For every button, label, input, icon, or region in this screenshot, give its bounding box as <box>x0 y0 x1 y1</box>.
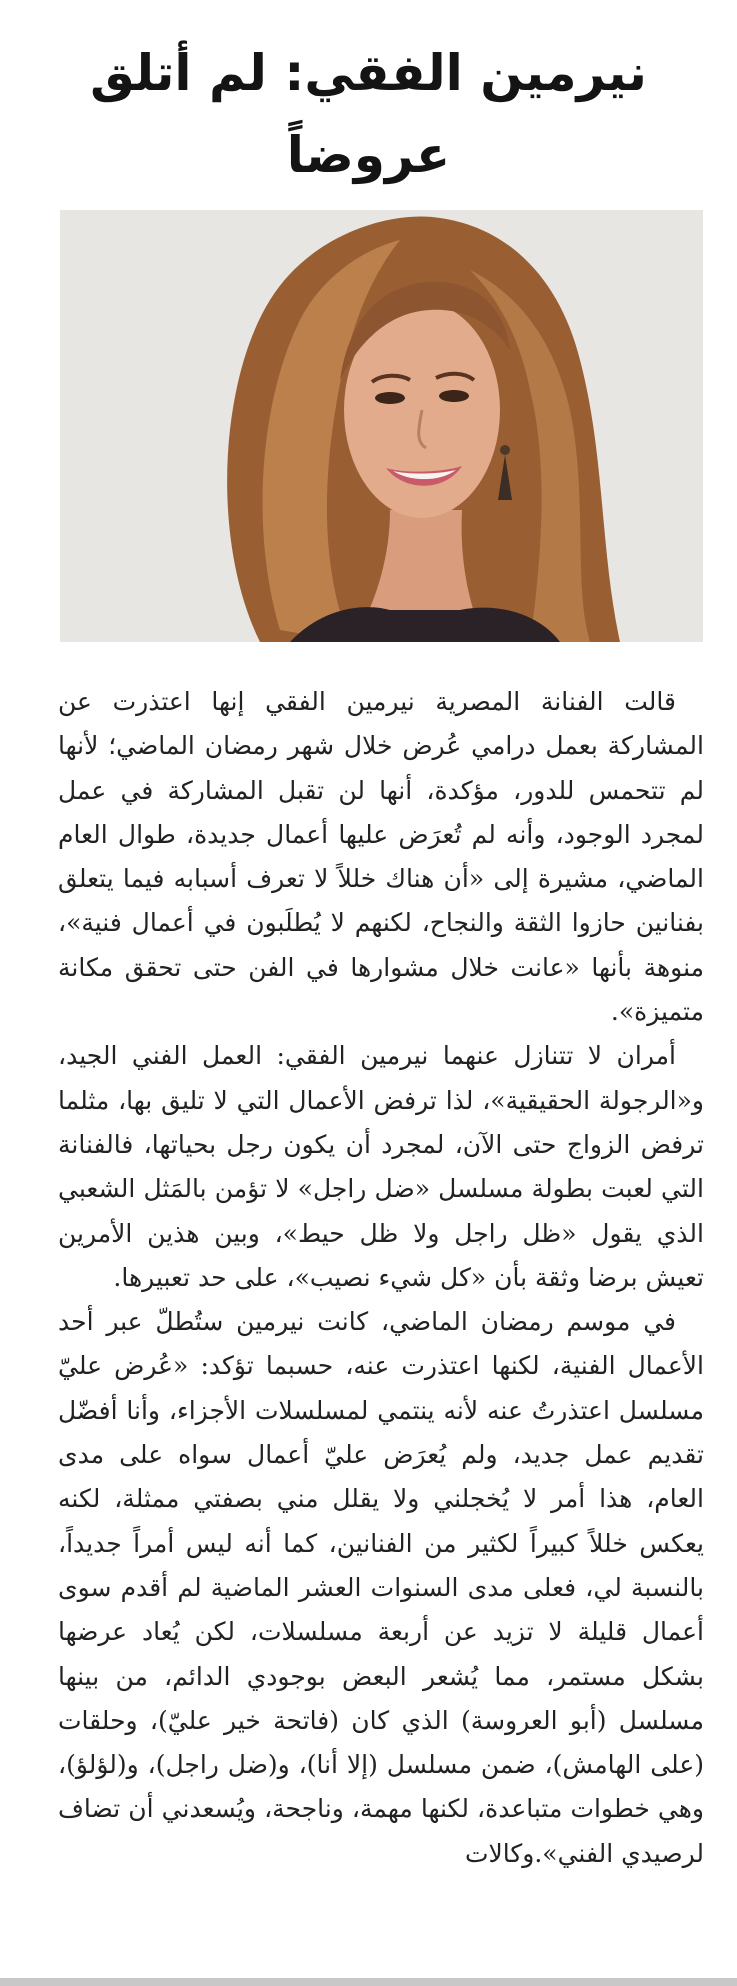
article-body <box>58 680 704 1876</box>
portrait-illustration <box>60 210 703 642</box>
headline-line-1: نيرمين الفقي: لم أتلق عروضاً <box>90 44 647 184</box>
eye-left <box>375 392 405 404</box>
paragraph-1: قالت الفنانة المصرية نيرمين الفقي إنها اعتذرت عن المشاركة بعمل درامي عُرض خلال شهر رمضان الماضي؛ لأنها لم تتحمس للدور، مؤكدة، أنها لن تقبل المشاركة في عمل لمجرد الوجود، وأنه لم تُعرَض عليها أعمال جديدة، طوال العام الماضي، مشيرة إلى «أن هناك خللاً لا تعرف أسبابه فيما يتعلق بفنانين حازوا الثقة والنجاح، لكنهم لا يُطلَبون في أعمال فنية»، منوهة بأنها «عانت خلال مشوارها في الفن حتى تحقق مكانة متميزة». <box>58 687 704 1027</box>
bottom-rule <box>0 1978 737 1986</box>
paragraph-3: في موسم رمضان الماضي، كانت نيرمين ستُطلّ عبر أحد الأعمال الفنية، لكنها اعتذرت عنه، حسبما تؤكد: «عُرض عليّ مسلسل اعتذرتُ عنه لأنه ينتمي لمسلسلات الأجزاء، وأنا أفضّل تقديم عمل جديد، ولم يُعرَض عليّ أعمال سواه على مدى العام، هذا أمر لا يُخجلني ولا يقلل مني بصفتي ممثلة، لكنه يعكس خللاً كبيراً لكثير من الفنانين، كما أنه ليس أمراً جديداً، بالنسبة لي، فعلى مدى السنوات العشر الماضية لم أقدم سوى أعمال قليلة لا تزيد عن أربعة مسلسلات، لكن يُعاد عرضها بشكل مستمر، مما يُشعر البعض بوجودي الدائم، من بينها مسلسل (أبو العروسة) الذي كان (فاتحة خير عليّ)، وحلقات (على الهامش)، ضمن مسلسل (إلا أنا)، و(ضل راجل)، و(لؤلؤ)، وهي خطوات متباعدة، لكنها مهمة، وناجحة، ويُسعدني أن تضاف لرصيدي الفني».وكالات <box>58 1307 704 1868</box>
eye-right <box>439 390 469 402</box>
earring-top <box>500 445 510 455</box>
paragraph-2: أمران لا تتنازل عنهما نيرمين الفقي: العمل الفني الجيد، و«الرجولة الحقيقية»، لذا ترفض الأعمال التي لا تليق بها، مثلما ترفض الزواج حتى الآن، لمجرد أن يكون رجل بحياتها، فالفنانة التي لعبت بطولة مسلسل «ضل راجل» لا تؤمن بالمَثل الشعبي الذي يقول «ظل راجل ولا ظل حيط»، وبين هذين الأمرين تعيش برضا وثقة بأن «كل شيء نصيب»، على حد تعبيرها. <box>58 1041 704 1292</box>
article-photo <box>60 210 703 642</box>
